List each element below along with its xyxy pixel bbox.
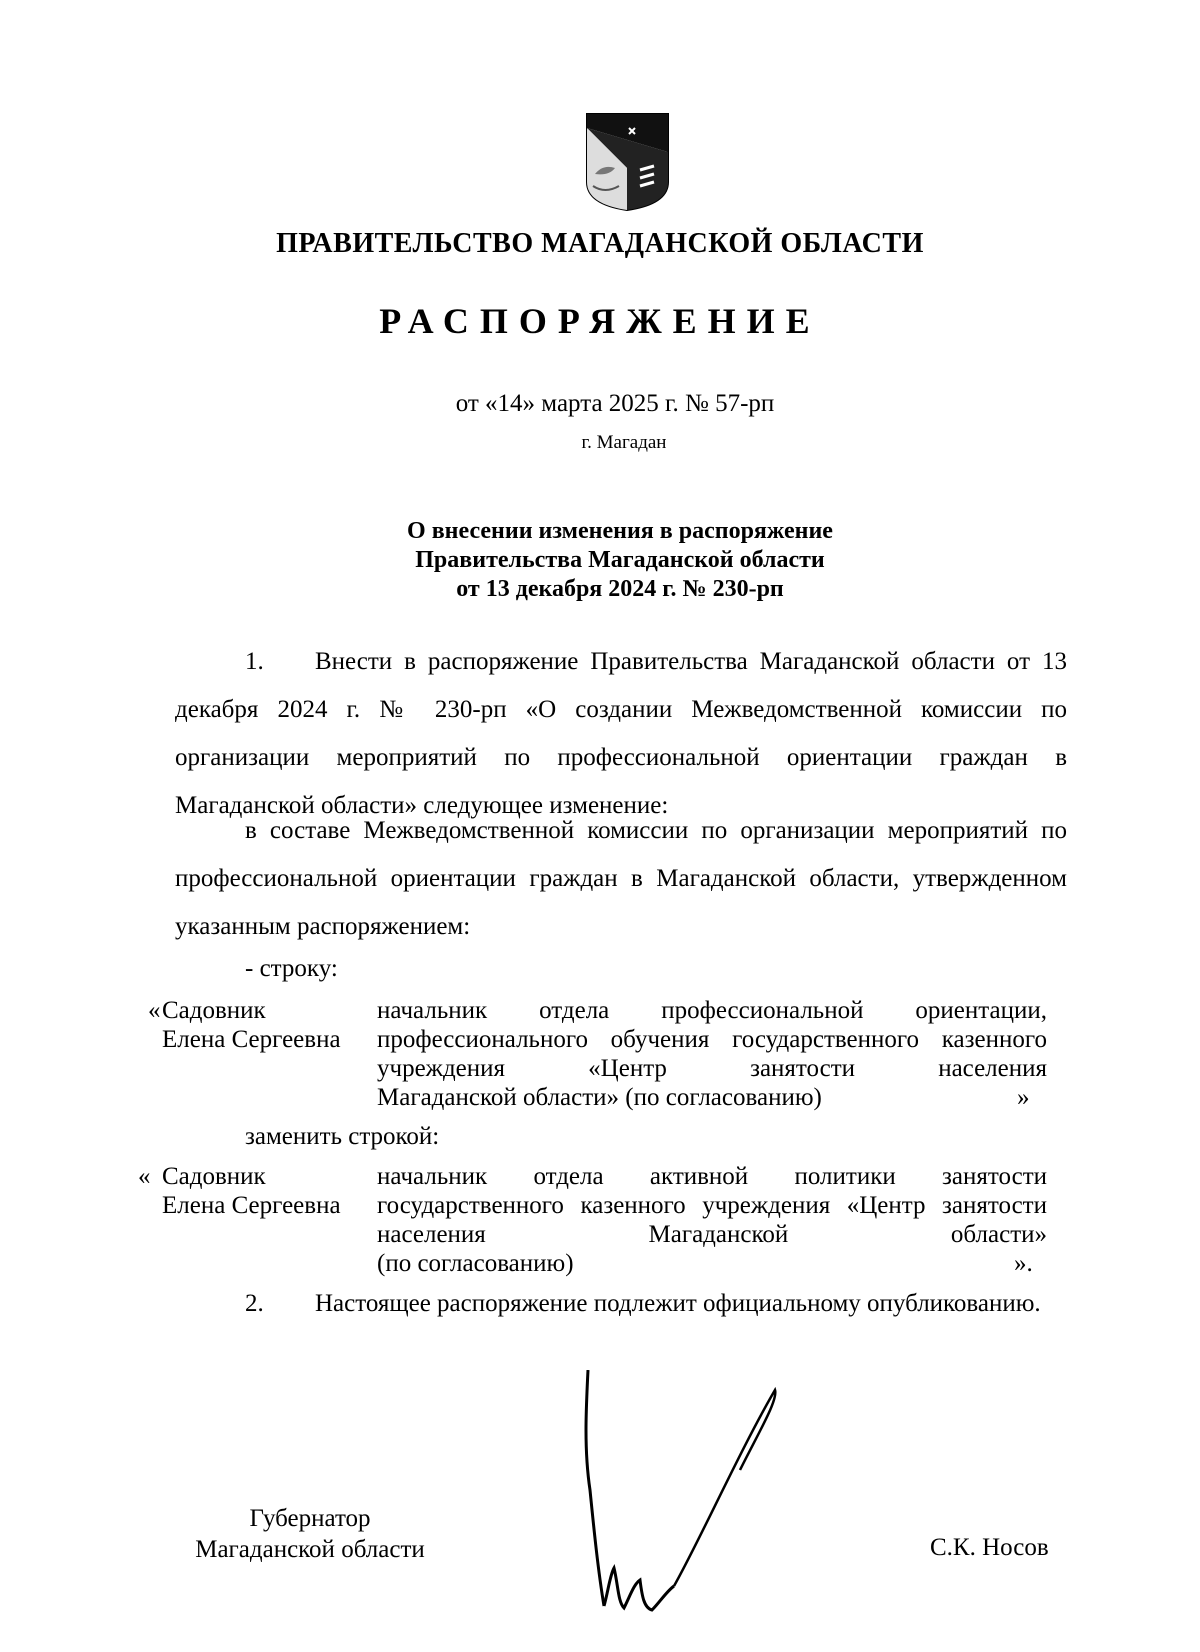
- handwritten-signature: [580, 1370, 810, 1630]
- organization-title: ПРАВИТЕЛЬСТВО МАГАДАНСКОЙ ОБЛАСТИ: [276, 228, 924, 259]
- open-quote: «: [138, 1163, 151, 1190]
- description-text: начальник отдела профессиональной ориентации, профессионального обучения государственного казенного учреждения «Центр занятости населения: [377, 997, 1047, 1082]
- paragraph-3: [175, 1280, 1067, 1328]
- document-type-title: РАСПОРЯЖЕНИЕ: [379, 301, 821, 341]
- old-row-block: [148, 996, 1062, 1116]
- subject-line: О внесении изменения в распоряжение: [407, 518, 833, 544]
- document-subject: [0, 517, 1200, 604]
- member-name: [162, 996, 367, 1054]
- description-last-line: Магаданской области» (по согласованию): [377, 1084, 822, 1111]
- signatory-name: С.К. Носов: [930, 1534, 1049, 1561]
- description-text: начальник отдела активной политики занятости государственного казенного учреждения «Центр занятости населения Магаданской области»: [377, 1163, 1047, 1248]
- document-date-number: от «14» марта 2025 г. № 57-рп: [455, 390, 775, 417]
- replace-label: заменить строкой:: [245, 1123, 440, 1150]
- close-quote: ».: [1014, 1250, 1033, 1277]
- paragraph-text: Внести в распоряжение Правительства Магаданской области от 13 декабря 2024 г. № 230-рп «О создании Межведомственной комиссии по организации мероприятий по профессиональной ориентации граждан в Магаданской области» следующее изменение:: [175, 648, 1067, 819]
- close-quote: »: [1017, 1084, 1030, 1111]
- paragraph-2: в составе Межведомственной комиссии по организации мероприятий по профессиональной ориентации граждан в Магаданской области, утвержденном указанным распоряжением:: [175, 817, 1067, 940]
- open-quote: «: [148, 997, 161, 1024]
- member-given-names: Елена Сергеевна: [162, 1192, 341, 1219]
- paragraph-number: 1.: [245, 648, 264, 675]
- new-row-block: [138, 1162, 1062, 1282]
- member-surname: Садовник: [162, 1163, 266, 1190]
- member-description: [377, 1162, 1047, 1278]
- member-surname: Садовник: [162, 997, 266, 1024]
- subject-line: Правительства Магаданской области: [415, 547, 825, 573]
- member-name: [162, 1162, 367, 1220]
- member-given-names: Елена Сергеевна: [162, 1026, 341, 1053]
- subject-line: от 13 декабря 2024 г. № 230-рп: [456, 576, 784, 602]
- paragraph-1: [175, 638, 1067, 830]
- document-city: г. Магадан: [581, 432, 667, 453]
- signatory-title-line: Губернатор: [249, 1505, 371, 1532]
- row-label: - строку:: [245, 955, 338, 982]
- signatory-title-line: Магаданской области: [195, 1536, 425, 1563]
- description-last-line: (по согласованию): [377, 1250, 574, 1277]
- paragraph-number: 2.: [245, 1290, 264, 1317]
- paragraph-text: Настоящее распоряжение подлежит официальному опубликованию.: [315, 1290, 1041, 1317]
- coat-of-arms-emblem: [585, 112, 670, 212]
- signatory-title: [175, 1503, 445, 1565]
- member-description: [377, 996, 1047, 1112]
